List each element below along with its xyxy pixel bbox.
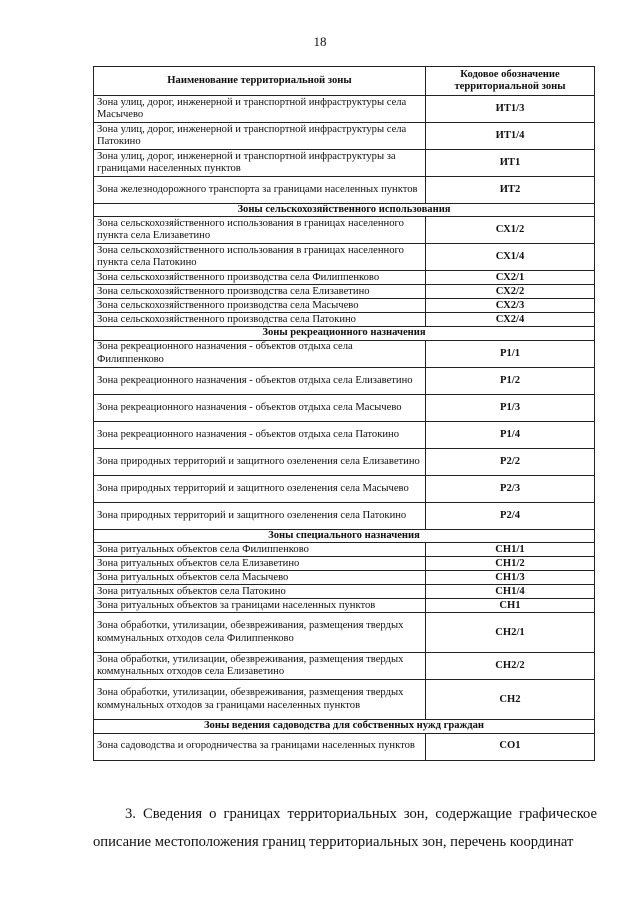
zone-name-cell: Зона природных территорий и защитного озеленения села Патокино [94,502,426,529]
zone-name-cell: Зона рекреационного назначения - объектов отдыха села Патокино [94,421,426,448]
zone-code-cell: Р2/3 [426,475,595,502]
zone-code-cell: Р1/2 [426,367,595,394]
zone-name-cell: Зона сельскохозяйственного производства села Масычево [94,299,426,313]
zone-code-cell: СН2/2 [426,653,595,680]
table-row [94,150,595,177]
zone-code-cell: Р1/1 [426,340,595,367]
zone-code-cell: СХ2/1 [426,271,595,285]
table-section-row [94,204,595,217]
table-row [94,543,595,557]
zone-name-cell: Зона рекреационного назначения - объектов отдыха села Масычево [94,394,426,421]
zone-code-cell: СХ1/2 [426,217,595,244]
section-title: Зоны ведения садоводства для собственных нужд граждан [94,720,595,733]
table-row [94,299,595,313]
zones-table-body [94,96,595,761]
table-row [94,613,595,653]
zone-name-cell: Зона ритуальных объектов села Масычево [94,571,426,585]
table-section-row [94,720,595,733]
zone-code-cell: СН1/2 [426,557,595,571]
zone-name-cell: Зона железнодорожного транспорта за границами населенных пунктов [94,177,426,204]
table-row [94,217,595,244]
table-row [94,571,595,585]
page-number: 18 [313,34,327,49]
header-zone-code: Кодовое обозначение территориальной зоны [426,67,595,96]
zone-code-cell: СН1/3 [426,571,595,585]
zone-name-cell: Зона природных территорий и защитного озеленения села Елизаветино [94,448,426,475]
table-row [94,680,595,720]
table-row [94,177,595,204]
zone-name-cell: Зона сельскохозяйственного производства села Елизаветино [94,285,426,299]
zone-name-cell: Зона обработки, утилизации, обезвреживания, размещения твердых коммунальных отходов за границами населенных пунктов [94,680,426,720]
zone-name-cell: Зона ритуальных объектов села Патокино [94,585,426,599]
zone-name-cell: Зона садоводства и огородничества за границами населенных пунктов [94,733,426,760]
table-row [94,244,595,271]
zone-code-cell: Р2/4 [426,502,595,529]
table-row [94,394,595,421]
table-section-row [94,327,595,340]
zone-code-cell: Р2/2 [426,448,595,475]
section-title: Зоны специального назначения [94,529,595,542]
table-row [94,557,595,571]
zones-table [93,66,595,761]
zone-name-cell: Зона сельскохозяйственного использования в границах населенного пункта села Елизаветино [94,217,426,244]
zone-code-cell: ИТ1/4 [426,123,595,150]
zone-code-cell: СН2 [426,680,595,720]
zone-code-cell: СХ2/3 [426,299,595,313]
section-title: Зоны рекреационного назначения [94,327,595,340]
zone-name-cell: Зона природных территорий и защитного озеленения села Масычево [94,475,426,502]
zone-code-cell: СХ2/2 [426,285,595,299]
table-row [94,123,595,150]
table-row [94,653,595,680]
section-paragraph: 3. Сведения о границах территориальных зон, содержащие графическое описание местоположения границ территориальных зон, перечень координат [93,806,597,850]
table-row [94,733,595,760]
zone-name-cell: Зона рекреационного назначения - объектов отдыха села Елизаветино [94,367,426,394]
table-row [94,475,595,502]
section-title: Зоны сельскохозяйственного использования [94,204,595,217]
zone-code-cell: СН2/1 [426,613,595,653]
zone-name-cell: Зона рекреационного назначения - объектов отдыха села Филиппенково [94,340,426,367]
zone-name-cell: Зона сельскохозяйственного производства села Филиппенково [94,271,426,285]
zone-name-cell: Зона сельскохозяйственного использования в границах населенного пункта села Патокино [94,244,426,271]
table-section-row [94,529,595,542]
table-row [94,502,595,529]
zone-name-cell: Зона сельскохозяйственного производства села Патокино [94,313,426,327]
table-row [94,285,595,299]
zone-name-cell: Зона ритуальных объектов села Елизаветино [94,557,426,571]
zone-name-cell: Зона обработки, утилизации, обезвреживания, размещения твердых коммунальных отходов села Филиппенково [94,613,426,653]
zone-name-cell: Зона ритуальных объектов села Филиппенково [94,543,426,557]
zone-code-cell: СН1 [426,599,595,613]
table-row [94,448,595,475]
table-row [94,340,595,367]
table-header-row [94,67,595,96]
zone-code-cell: СО1 [426,733,595,760]
zone-code-cell: СН1/4 [426,585,595,599]
zone-code-cell: ИТ2 [426,177,595,204]
zone-code-cell: Р1/4 [426,421,595,448]
table-row [94,585,595,599]
zone-name-cell: Зона улиц, дорог, инженерной и транспортной инфраструктуры села Масычево [94,96,426,123]
zone-name-cell: Зона обработки, утилизации, обезвреживания, размещения твердых коммунальных отходов села Елизаветино [94,653,426,680]
zone-name-cell: Зона ритуальных объектов за границами населенных пунктов [94,599,426,613]
table-row [94,421,595,448]
zone-code-cell: СН1/1 [426,543,595,557]
zone-name-cell: Зона улиц, дорог, инженерной и транспортной инфраструктуры села Патокино [94,123,426,150]
zone-code-cell: ИТ1 [426,150,595,177]
zone-code-cell: Р1/3 [426,394,595,421]
zone-code-cell: СХ1/4 [426,244,595,271]
table-row [94,313,595,327]
zone-code-cell: СХ2/4 [426,313,595,327]
zone-code-cell: ИТ1/3 [426,96,595,123]
table-row [94,599,595,613]
table-row [94,367,595,394]
zone-name-cell: Зона улиц, дорог, инженерной и транспортной инфраструктуры за границами населенных пунктов [94,150,426,177]
header-zone-name: Наименование территориальной зоны [94,67,426,96]
table-row [94,271,595,285]
table-row [94,96,595,123]
